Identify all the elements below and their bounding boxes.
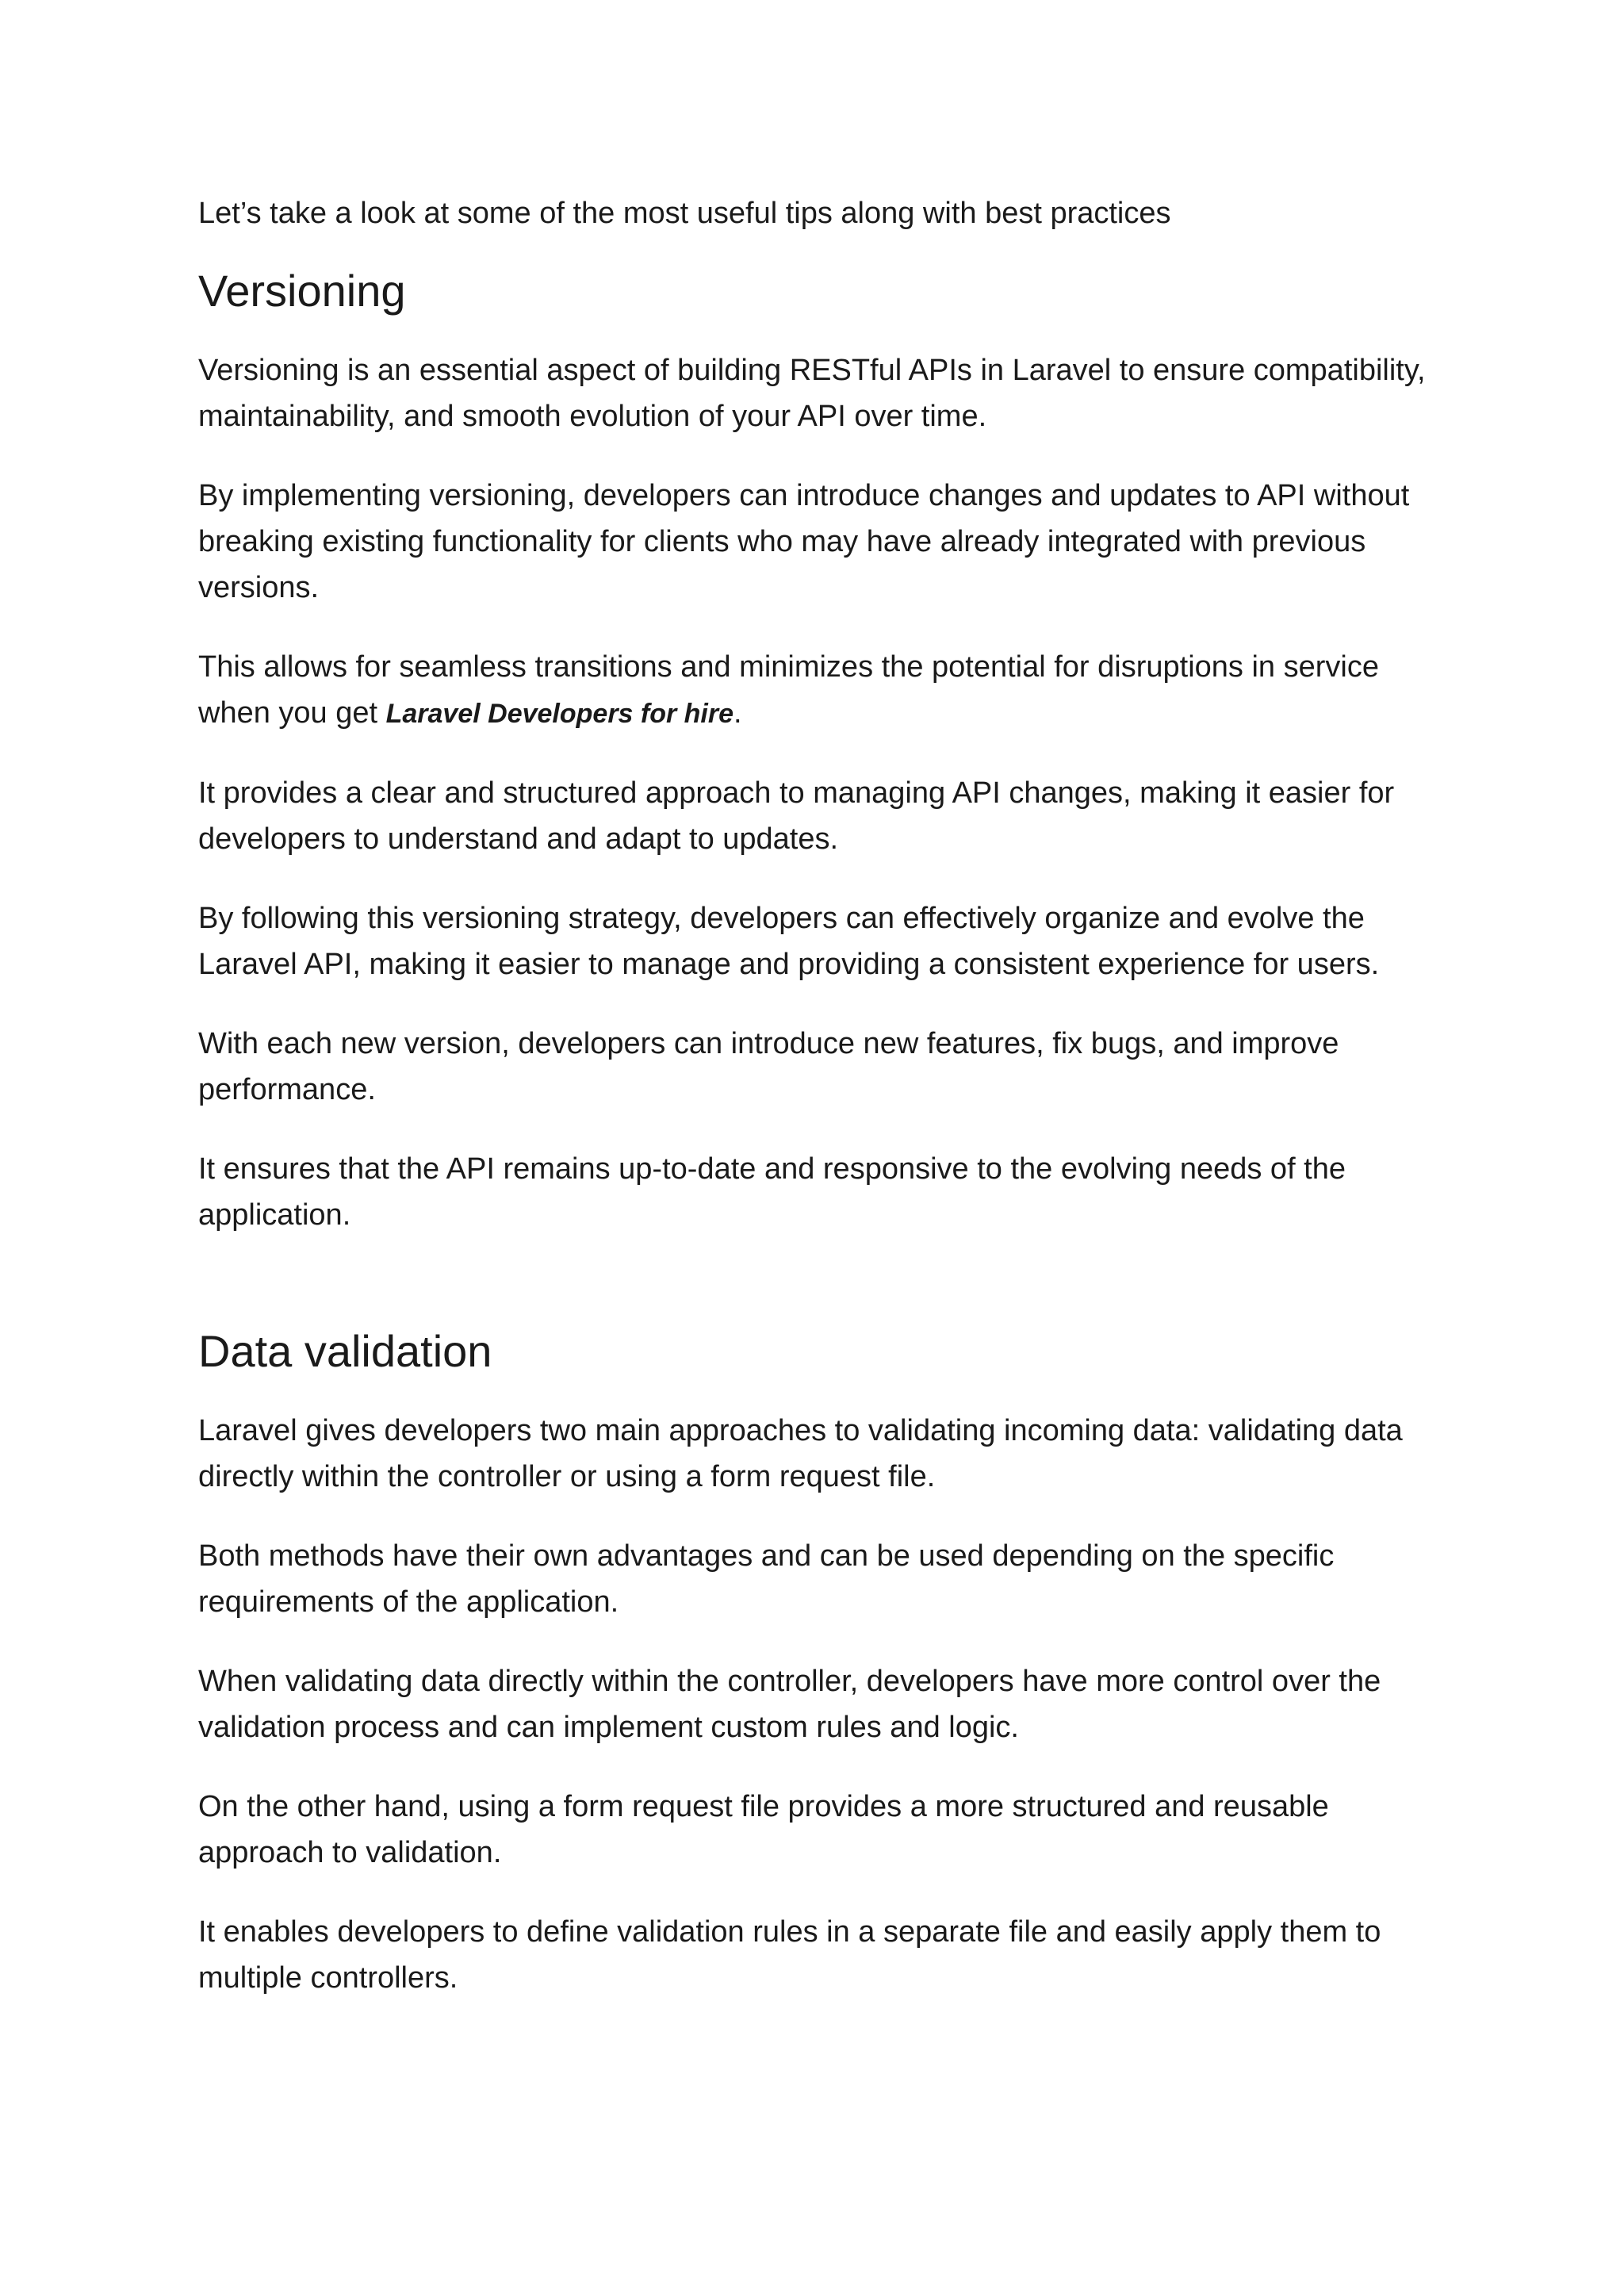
versioning-paragraph-5: By following this versioning strategy, developers can effectively organize and evolve the Laravel API, making it easier to manage and providing a consistent experience for users. — [198, 902, 1380, 981]
versioning-paragraph-3-text: This allows for seamless transitions and minimizes the potential for disruptions in service when you get — [198, 650, 1379, 730]
versioning-paragraph-3-period: . — [733, 696, 742, 730]
versioning-paragraph-3 — [198, 644, 1435, 737]
laravel-developers-for-hire-link[interactable]: Laravel Developers for hire — [385, 699, 734, 729]
data-validation-paragraph-2: Both methods have their own advantages and can be used depending on the specific requirements of the application. — [198, 1539, 1335, 1619]
versioning-paragraph-6: With each new version, developers can introduce new features, fix bugs, and improve performance. — [198, 1027, 1339, 1106]
versioning-paragraph-1: Versioning is an essential aspect of building RESTful APIs in Laravel to ensure compatibility, maintainability, and smooth evolution of your API over time. — [198, 354, 1426, 433]
data-validation-paragraph-4: On the other hand, using a form request file provides a more structured and reusable approach to validation. — [198, 1790, 1329, 1869]
data-validation-heading: Data validation — [198, 1326, 492, 1376]
intro-paragraph: Let’s take a look at some of the most useful tips along with best practices — [198, 197, 1171, 230]
versioning-paragraph-4: It provides a clear and structured approach to managing API changes, making it easier for developers to understand and adapt to updates. — [198, 776, 1395, 856]
data-validation-paragraph-5: It enables developers to define validation rules in a separate file and easily apply them to multiple controllers. — [198, 1915, 1381, 1995]
data-validation-paragraph-1: Laravel gives developers two main approaches to validating incoming data: validating data directly within the controller or using a form request file. — [198, 1414, 1403, 1493]
versioning-paragraph-2: By implementing versioning, developers can introduce changes and updates to API without breaking existing functionality for clients who may have already integrated with previous versions. — [198, 479, 1410, 604]
data-validation-paragraph-3: When validating data directly within the controller, developers have more control over the validation process and can implement custom rules and logic. — [198, 1665, 1381, 1744]
document-page — [198, 190, 1435, 2034]
versioning-paragraph-7: It ensures that the API remains up-to-date and responsive to the evolving needs of the application. — [198, 1152, 1346, 1232]
versioning-heading: Versioning — [198, 266, 406, 316]
